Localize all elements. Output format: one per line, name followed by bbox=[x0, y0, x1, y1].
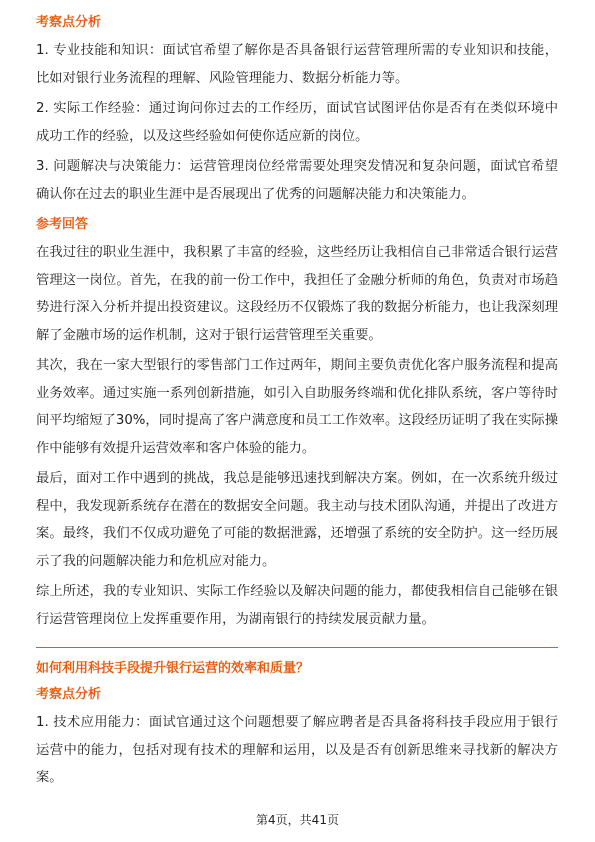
analysis-item-3: 3. 问题解决与决策能力：运营管理岗位经常需要处理突发情况和复杂问题，面试官希望确认你在过去的职业生涯中是否展现出了优秀的问题解决能力和决策能力。 bbox=[36, 159, 558, 202]
answer-paragraph-1: 在我过往的职业生涯中，我积累了丰富的经验，这些经历让我相信自己非常适合银行运营管理这一岗位。首先，在我的前一份工作中，我担任了金融分析师的角色，负责对市场趋势进行深入分析并提出投资建议。这段经历不仅锻炼了我的数据分析能力，也让我深刻理解了金融市场的运作机制，这对于银行运营管理至关重要。 bbox=[36, 245, 558, 343]
section-heading-answer: 参考回答 bbox=[36, 217, 89, 232]
section-heading-analysis-2: 考察点分析 bbox=[36, 687, 102, 702]
answer-paragraph-2: 其次，我在一家大型银行的零售部门工作过两年，期间主要负责优化客户服务流程和提高业务效率。通过实施一系列创新措施，如引入自助服务终端和优化排队系统，客户等待时间平均缩短了30%，同时提高了客户满意度和员工工作效率。这段经历证明了我在实际操作中能够有效提升运营效率和客户体验的能力。 bbox=[36, 358, 558, 456]
answer-paragraph-3: 最后，面对工作中遇到的挑战，我总是能够迅速找到解决方案。例如，在一次系统升级过程中，我发现新系统存在潜在的数据安全问题。我主动与技术团队沟通，并提出了改进方案。最终，我们不仅成功避免了可能的数据泄露，还增强了系统的安全防护。这一经历展示了我的问题解决能力和危机应对能力。 bbox=[36, 471, 558, 569]
answer-paragraph-4: 综上所述，我的专业知识、实际工作经验以及解决问题的能力，都使我相信自己能够在银行运营管理岗位上发挥重要作用，为湖南银行的持续发展贡献力量。 bbox=[36, 584, 558, 627]
section-divider bbox=[36, 647, 558, 648]
analysis2-item-1: 1. 技术应用能力：面试官通过这个问题想要了解应聘者是否具备将科技手段应用于银行运营中的能力，包括对现有技术的理解和运用，以及是否有创新思维来寻找新的解决方案。 bbox=[36, 715, 558, 785]
question-title: 如何利用科技手段提升银行运营的效率和质量？ bbox=[36, 661, 310, 676]
section-heading-analysis: 考察点分析 bbox=[36, 15, 102, 30]
analysis-item-1: 1. 专业技能和知识：面试官希望了解你是否具备银行运营管理所需的专业知识和技能，比如对银行业务流程的理解、风险管理能力、数据分析能力等。 bbox=[36, 43, 558, 86]
analysis-item-2: 2. 实际工作经验：通过询问你过去的工作经历，面试官试图评估你是否有在类似环境中成功工作的经验，以及这些经验如何使你适应新的岗位。 bbox=[36, 101, 558, 144]
page-content bbox=[36, 12, 558, 792]
page-number: 第4页，共41页 bbox=[256, 813, 339, 827]
